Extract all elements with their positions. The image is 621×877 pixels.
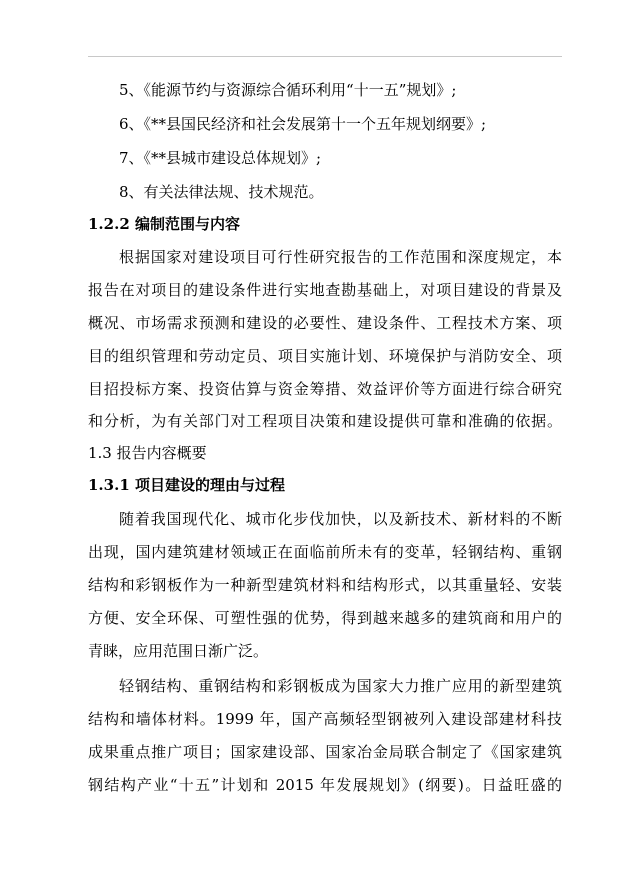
list-item: 7、《**县城市建设总体规划》;: [119, 149, 322, 167]
paragraph-line: 青睐，应用范围日渐广泛。: [88, 642, 269, 660]
paragraph-line: 概况、市场需求预测和建设的必要性、建设条件、工程技术方案、项: [88, 314, 562, 332]
paragraph-line: 和分析，为有关部门对工程项目决策和建设提供可靠和准确的依据。: [88, 412, 562, 430]
section-heading-1-3: 1.3 报告内容概要: [88, 444, 207, 462]
paragraph-line: 目招投标方案、投资估算与资金筹措、效益评价等方面进行综合研究: [88, 380, 562, 398]
paragraph-line: 随着我国现代化、城市化步伐加快，以及新技术、新材料的不断: [119, 510, 562, 528]
paragraph-line: 结构和墙体材料。1999 年，国产高频轻型钢被列入建设部建材科技: [88, 710, 562, 728]
paragraph-line: 结构和彩钢板作为一种新型建筑材料和结构形式，以其重量轻、安装: [88, 576, 562, 594]
list-item: 6、《**县国民经济和社会发展第十一个五年规划纲要》;: [119, 115, 487, 133]
paragraph-line: 报告在对项目的建设条件进行实地查勘基础上，对项目建设的背景及: [88, 281, 562, 299]
section-heading-1-3-1: 1.3.1 项目建设的理由与过程: [88, 476, 285, 494]
section-heading-1-2-2: 1.2.2 编制范围与内容: [88, 215, 240, 233]
list-item: 5、《能源节约与资源综合循环利用“十一五”规划》;: [119, 81, 457, 99]
header-rule: [88, 56, 562, 57]
list-item: 8、有关法律法规、技术规范。: [119, 183, 324, 201]
paragraph-line: 根据国家对建设项目可行性研究报告的工作范围和深度规定，本: [119, 248, 562, 266]
paragraph-line: 钢结构产业“十五”计划和 2015 年发展规划》(纲要)。日益旺盛的: [88, 776, 562, 794]
paragraph-line: 出现，国内建筑建材领域正在面临前所未有的变革，轻钢结构、重钢: [88, 543, 562, 561]
paragraph-line: 目的组织管理和劳动定员、项目实施计划、环境保护与消防安全、项: [88, 347, 562, 365]
paragraph-line: 成果重点推广项目；国家建设部、国家冶金局联合制定了《国家建筑: [88, 743, 562, 761]
paragraph-line: 轻钢结构、重钢结构和彩钢板成为国家大力推广应用的新型建筑: [119, 677, 562, 695]
paragraph-line: 方便、安全环保、可塑性强的优势，得到越来越多的建筑商和用户的: [88, 609, 562, 627]
